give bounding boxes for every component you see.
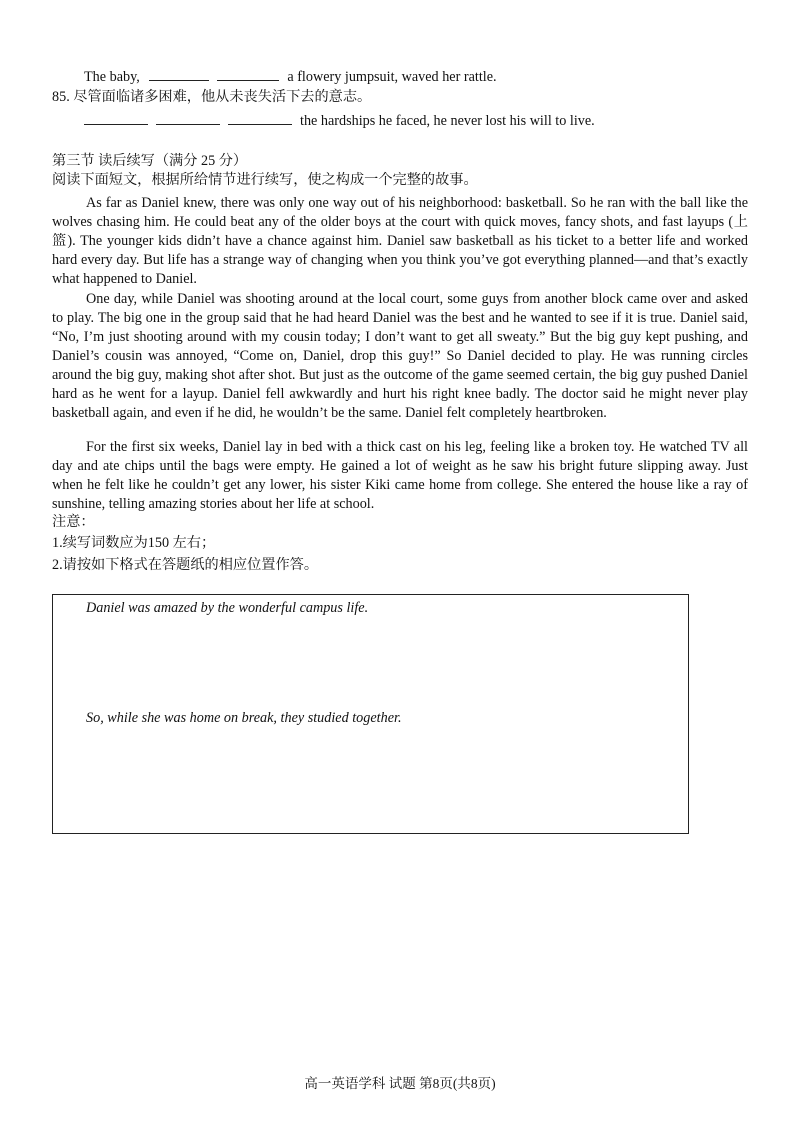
q85-suffix: the hardships he faced, he never lost his will to live.: [300, 113, 595, 129]
question-85-prompt-line: [52, 88, 371, 107]
question-84-line: [84, 66, 497, 87]
question-85-answer-line: [84, 110, 595, 131]
q85-blank-1: [84, 110, 148, 125]
section-title: 第三节 读后续写（满分 25 分）: [52, 153, 248, 169]
q84-blank-2: [217, 66, 279, 81]
notes-heading: 注意：: [52, 514, 95, 530]
answer-start-sentence-1: Daniel was amazed by the wonderful campus life.: [86, 600, 369, 616]
notes-item-2: 2.请按如下格式在答题纸的相应位置作答。: [52, 557, 319, 573]
story-paragraph-1: As far as Daniel knew, there was only one way out of his neighborhood: basketball. So he ran with the ball like the wolves chasing him. He could beat any of the older boys at the court with quick moves, fancy shots, and fast layups (上篮). The younger kids didn’t have a chance against him. Daniel saw basketball as his ticket to a better life and worked hard every day. But life has a strange way of changing when you think you’ve got everything planned—and that’s exactly what happened to Daniel.: [52, 195, 748, 287]
q85-number: 85.: [52, 89, 70, 105]
notes-item-1: 1.续写词数应为150 左右；: [52, 535, 216, 551]
q84-blank-1: [149, 66, 209, 81]
q85-prompt: 尽管面临诸多困难，他从未丧失活下去的意志。: [73, 89, 372, 105]
story-paragraph-2: One day, while Daniel was shooting around at the local court, some guys from another block came over and asked to play. The big one in the group said that he had heard Daniel was the best and he wanted to see if it is true. Daniel said, “No, I’m just shooting around with my cousin today; I don’t want to get all sweaty.” But the big guy kept pushing, and Daniel’s cousin was annoyed, “Come on, Daniel, drop this guy!” So Daniel decided to play. He was running circles around the big guy, making shot after shot. But just as the outcome of the game seemed certain, the big guy pushed Daniel hard as he went for a layup. Daniel fell awkwardly and hurt his right knee badly. The doctor said he might never play basketball again, and even if he did, he wouldn’t be the same. Daniel felt completely heartbroken.: [52, 291, 748, 421]
q85-blank-3: [228, 110, 292, 125]
q85-blank-2: [156, 110, 220, 125]
story-paragraph-3: For the first six weeks, Daniel lay in bed with a thick cast on his leg, feeling like a broken toy. He watched TV all day and ate chips until the bags were empty. He gained a lot of weight as he saw his bright future slipping away. Just when he felt like he couldn’t get any lower, his sister Kiki came home from college. She entered the house like a ray of sunshine, telling amazing stories about her life at school.: [52, 439, 748, 512]
answer-start-sentence-2: So, while she was home on break, they studied together.: [86, 710, 402, 726]
section-instruction: 阅读下面短文，根据所给情节进行续写，使之构成一个完整的故事。: [52, 172, 478, 188]
q84-prefix: The baby,: [84, 69, 140, 85]
page-footer: 高一英语学科 试题 第8页(共8页): [304, 1076, 496, 1091]
q84-suffix: a flowery jumpsuit, waved her rattle.: [287, 69, 497, 85]
answer-box: [52, 594, 689, 834]
